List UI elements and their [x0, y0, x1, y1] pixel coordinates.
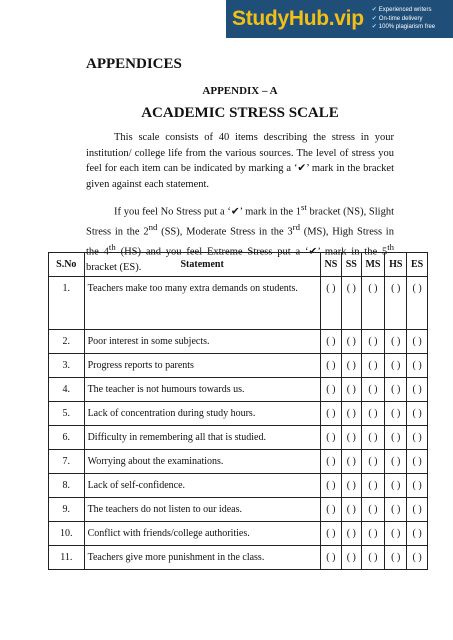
response-bracket-es[interactable]: ( ) [407, 426, 428, 450]
check-icon: ✔ [371, 15, 377, 22]
appendix-heading: APPENDIX – A [202, 85, 278, 97]
table-row [49, 474, 428, 498]
row-statement: The teachers do not listen to our ideas. [84, 498, 320, 522]
response-bracket-ss[interactable]: ( ) [342, 498, 362, 522]
check-icon: ✔ [371, 24, 377, 31]
scale-title: ACADEMIC STRESS SCALE [141, 105, 339, 121]
row-number: 9. [49, 498, 85, 522]
response-bracket-hs[interactable]: ( ) [385, 546, 407, 570]
response-bracket-ns[interactable]: ( ) [320, 474, 341, 498]
response-bracket-ns[interactable]: ( ) [320, 498, 341, 522]
response-bracket-es[interactable]: ( ) [407, 330, 428, 354]
instructions-paragraph: If you feel No Stress put a ‘✔’ mark in the 1st bracket (NS), Slight Stress in the 2nd (SS), Moderate Stress in the 3rd (MS), High Stress in the 4th (HS) and you feel Extreme Stress put a ‘✔’ mark in the 5th bracket (ES). [86, 202, 395, 273]
response-bracket-hs[interactable]: ( ) [385, 498, 407, 522]
response-bracket-ss[interactable]: ( ) [342, 426, 362, 450]
response-bracket-hs[interactable]: ( ) [385, 450, 407, 474]
row-number: 4. [49, 378, 85, 402]
row-number: 3. [49, 354, 85, 378]
header-ss: SS [342, 253, 362, 277]
table-row [49, 426, 428, 450]
logo-ext-text: .vip [328, 7, 364, 30]
table-row [49, 354, 428, 378]
header-sno: S.No [49, 253, 85, 277]
response-bracket-es[interactable]: ( ) [407, 546, 428, 570]
table-row [49, 378, 428, 402]
row-statement: Conflict with friends/college authorities. [84, 522, 320, 546]
appendices-heading: APPENDICES [86, 56, 182, 72]
row-statement: Difficulty in remembering all that is studied. [84, 426, 320, 450]
response-bracket-hs[interactable]: ( ) [385, 330, 407, 354]
row-number: 11. [49, 546, 85, 570]
response-bracket-hs[interactable]: ( ) [385, 522, 407, 546]
response-bracket-es[interactable]: ( ) [407, 498, 428, 522]
header-ms: MS [361, 253, 385, 277]
response-bracket-ss[interactable]: ( ) [342, 402, 362, 426]
response-bracket-hs[interactable]: ( ) [385, 354, 407, 378]
response-bracket-ss[interactable]: ( ) [342, 546, 362, 570]
response-bracket-ms[interactable]: ( ) [361, 546, 385, 570]
table-row [49, 450, 428, 474]
response-bracket-ms[interactable]: ( ) [361, 378, 385, 402]
studyhub-logo[interactable] [232, 7, 364, 31]
response-bracket-es[interactable]: ( ) [407, 277, 428, 330]
response-bracket-hs[interactable]: ( ) [385, 277, 407, 330]
row-statement: Lack of concentration during study hours. [84, 402, 320, 426]
response-bracket-ms[interactable]: ( ) [361, 522, 385, 546]
response-bracket-ss[interactable]: ( ) [342, 378, 362, 402]
response-bracket-ms[interactable]: ( ) [361, 277, 385, 330]
response-bracket-ns[interactable]: ( ) [320, 277, 341, 330]
response-bracket-es[interactable]: ( ) [407, 402, 428, 426]
header-hs: HS [385, 253, 407, 277]
row-number: 1. [49, 277, 85, 330]
row-number: 7. [49, 450, 85, 474]
row-statement: Progress reports to parents [84, 354, 320, 378]
response-bracket-es[interactable]: ( ) [407, 474, 428, 498]
row-number: 6. [49, 426, 85, 450]
response-bracket-ns[interactable]: ( ) [320, 522, 341, 546]
response-bracket-ns[interactable]: ( ) [320, 330, 341, 354]
check-icon: ✔ [371, 7, 377, 14]
response-bracket-hs[interactable]: ( ) [385, 402, 407, 426]
row-statement: Worrying about the examinations. [84, 450, 320, 474]
table-row [49, 277, 428, 330]
row-statement: Poor interest in some subjects. [84, 330, 320, 354]
intro-paragraph: This scale consists of 40 items describing the stress in your institution/ college life from the various sources. The level of stress you feel for each item can be indicated by marking a ‘✔’ mark in the bracket given against each statement. [86, 132, 394, 190]
table-row [49, 330, 428, 354]
response-bracket-hs[interactable]: ( ) [385, 426, 407, 450]
response-bracket-ns[interactable]: ( ) [320, 378, 341, 402]
table-row [49, 546, 428, 570]
studyhub-ad-banner[interactable] [226, 0, 453, 38]
header-statement: Statement [84, 253, 320, 277]
response-bracket-ss[interactable]: ( ) [342, 277, 362, 330]
response-bracket-ss[interactable]: ( ) [342, 474, 362, 498]
feature-item: ✔ 100% plagiarism free [371, 24, 436, 31]
row-number: 2. [49, 330, 85, 354]
response-bracket-hs[interactable]: ( ) [385, 378, 407, 402]
row-statement: Teachers give more punishment in the class. [84, 546, 320, 570]
row-number: 10. [49, 522, 85, 546]
row-statement: The teacher is not humours towards us. [84, 378, 320, 402]
response-bracket-ms[interactable]: ( ) [361, 330, 385, 354]
response-bracket-ms[interactable]: ( ) [361, 450, 385, 474]
row-statement: Teachers make too many extra demands on students. [84, 277, 320, 330]
response-bracket-ms[interactable]: ( ) [361, 354, 385, 378]
header-ns: NS [320, 253, 341, 277]
table-row [49, 402, 428, 426]
table-header-row [49, 253, 428, 277]
response-bracket-ns[interactable]: ( ) [320, 450, 341, 474]
stress-scale-table [48, 252, 428, 570]
response-bracket-es[interactable]: ( ) [407, 522, 428, 546]
document-body [86, 50, 394, 276]
feature-item: ✔ Experienced writers [371, 7, 432, 14]
response-bracket-ms[interactable]: ( ) [361, 426, 385, 450]
response-bracket-ss[interactable]: ( ) [342, 330, 362, 354]
logo-main-text: StudyHub [232, 7, 329, 30]
response-bracket-ns[interactable]: ( ) [320, 402, 341, 426]
feature-item: ✔ On-time delivery [371, 15, 423, 22]
response-bracket-ns[interactable]: ( ) [320, 546, 341, 570]
response-bracket-ns[interactable]: ( ) [320, 426, 341, 450]
table-row [49, 498, 428, 522]
response-bracket-es[interactable]: ( ) [407, 378, 428, 402]
response-bracket-hs[interactable]: ( ) [385, 474, 407, 498]
response-bracket-ns[interactable]: ( ) [320, 354, 341, 378]
banner-features [372, 6, 435, 32]
response-bracket-es[interactable]: ( ) [407, 450, 428, 474]
table-row [49, 522, 428, 546]
response-bracket-ms[interactable]: ( ) [361, 402, 385, 426]
row-statement: Lack of self-confidence. [84, 474, 320, 498]
response-bracket-ss[interactable]: ( ) [342, 354, 362, 378]
response-bracket-ss[interactable]: ( ) [342, 450, 362, 474]
response-bracket-es[interactable]: ( ) [407, 354, 428, 378]
row-number: 5. [49, 402, 85, 426]
response-bracket-ss[interactable]: ( ) [342, 522, 362, 546]
response-bracket-ms[interactable]: ( ) [361, 474, 385, 498]
header-es: ES [407, 253, 428, 277]
row-number: 8. [49, 474, 85, 498]
response-bracket-ms[interactable]: ( ) [361, 498, 385, 522]
